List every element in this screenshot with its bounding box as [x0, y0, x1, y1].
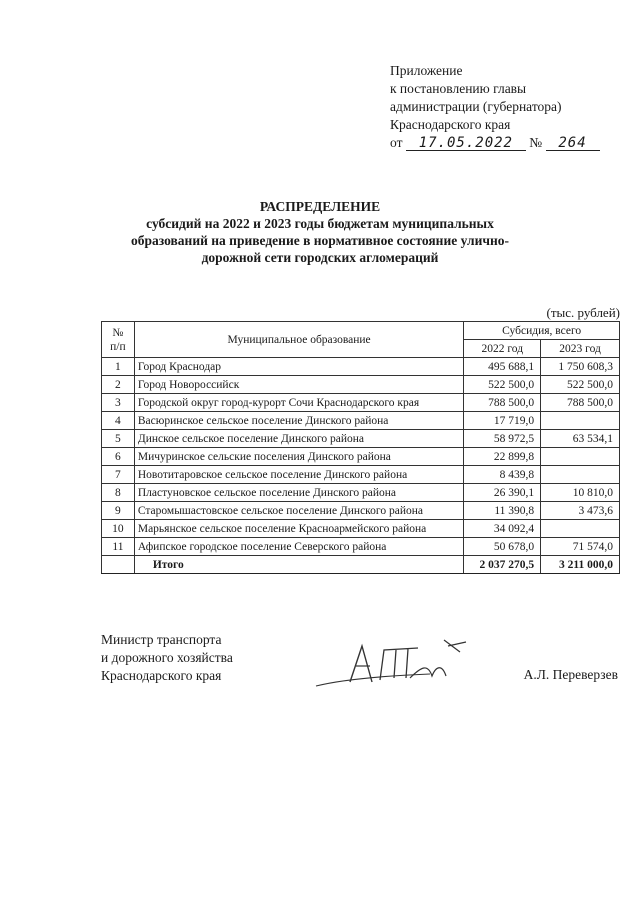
header-year-2023: 2023 год — [541, 340, 620, 358]
heading-line-3: образований на приведение в нормативное состояние улично- — [131, 233, 509, 248]
row-number: 6 — [102, 448, 135, 466]
row-number: 4 — [102, 412, 135, 430]
total-row — [102, 556, 620, 574]
subsidy-table — [101, 321, 620, 574]
header-row-1 — [102, 322, 620, 340]
subsidy-2022: 26 390,1 — [464, 484, 541, 502]
municipality-name: Мичуринское сельские поселения Динского района — [134, 448, 464, 466]
signer-name: А.Л. Переверзев — [523, 667, 618, 682]
subsidy-2022: 788 500,0 — [464, 394, 541, 412]
subsidy-2022: 50 678,0 — [464, 538, 541, 556]
subsidy-2023: 71 574,0 — [541, 538, 620, 556]
municipality-name: Динское сельское поселение Динского района — [134, 430, 464, 448]
municipality-name: Город Новороссийск — [134, 376, 464, 394]
appendix-date-line — [390, 134, 600, 152]
subsidy-2022: 34 092,4 — [464, 520, 541, 538]
subsidy-2023 — [541, 412, 620, 430]
subsidy-2022: 495 688,1 — [464, 358, 541, 376]
appendix-line-region: Краснодарского края — [390, 117, 511, 132]
total-empty-cell — [102, 556, 135, 574]
minister-title-block — [101, 631, 233, 685]
municipality-name: Город Краснодар — [134, 358, 464, 376]
header-municipality: Муниципальное образование — [134, 322, 464, 358]
row-number: 7 — [102, 466, 135, 484]
appendix-line-administration: администрации (губернатора) — [390, 99, 562, 114]
municipality-name: Марьянское сельское поселение Красноармейского района — [134, 520, 464, 538]
from-label: от — [390, 135, 403, 150]
header-subsidy-total: Субсидия, всего — [464, 322, 620, 340]
municipality-name: Пластуновское сельское поселение Динского района — [134, 484, 464, 502]
number-label: № — [529, 135, 543, 150]
subsidy-2022: 11 390,8 — [464, 502, 541, 520]
subsidy-2023: 3 473,6 — [541, 502, 620, 520]
subsidy-2022: 22 899,8 — [464, 448, 541, 466]
minister-title-line-1: Министр транспорта — [101, 632, 222, 647]
table-row — [102, 394, 620, 412]
row-number: 11 — [102, 538, 135, 556]
row-number: 10 — [102, 520, 135, 538]
minister-title-line-2: и дорожного хозяйства — [101, 650, 233, 665]
minister-title-line-3: Краснодарского края — [101, 668, 222, 683]
subsidy-2022: 17 719,0 — [464, 412, 541, 430]
table-row — [102, 412, 620, 430]
table-row — [102, 520, 620, 538]
header-number-cell — [102, 322, 135, 358]
municipality-name: Городской округ город-курорт Сочи Краснодарского края — [134, 394, 464, 412]
subsidy-2023: 788 500,0 — [541, 394, 620, 412]
decree-date: 17.05.2022 — [406, 136, 526, 151]
handwritten-signature — [310, 636, 480, 697]
table-row — [102, 448, 620, 466]
subsidy-2022: 58 972,5 — [464, 430, 541, 448]
heading-title: РАСПРЕДЕЛЕНИЕ — [259, 199, 381, 214]
unit-label: (тыс. рублей) — [546, 305, 620, 320]
header-number-abbr: п/п — [110, 340, 126, 353]
subsidy-2023: 1 750 608,3 — [541, 358, 620, 376]
table-row — [102, 538, 620, 556]
subsidy-2022: 522 500,0 — [464, 376, 541, 394]
table-row — [102, 466, 620, 484]
subsidy-2023: 63 534,1 — [541, 430, 620, 448]
total-2023: 3 211 000,0 — [541, 556, 620, 574]
heading-line-4: дорожной сети городских агломераций — [201, 250, 439, 265]
row-number: 9 — [102, 502, 135, 520]
heading-line-2: субсидий на 2022 и 2023 годы бюджетам муниципальных — [146, 216, 494, 231]
table-row — [102, 430, 620, 448]
appendix-line-decree: к постановлению главы — [390, 81, 527, 96]
table-row — [102, 358, 620, 376]
municipality-name: Новотитаровское сельское поселение Динского района — [134, 466, 464, 484]
total-2022: 2 037 270,5 — [464, 556, 541, 574]
appendix-title: Приложение — [390, 63, 463, 78]
row-number: 1 — [102, 358, 135, 376]
row-number: 5 — [102, 430, 135, 448]
municipality-name: Афипское городское поселение Северского района — [134, 538, 464, 556]
table-row — [102, 376, 620, 394]
row-number: 3 — [102, 394, 135, 412]
row-number: 8 — [102, 484, 135, 502]
municipality-name: Васюринское сельское поселение Динского района — [134, 412, 464, 430]
subsidy-2023: 522 500,0 — [541, 376, 620, 394]
municipality-name: Старомышастовское сельское поселение Динского района — [134, 502, 464, 520]
header-number-sign: № — [112, 326, 124, 339]
row-number: 2 — [102, 376, 135, 394]
subsidy-2023: 10 810,0 — [541, 484, 620, 502]
table-row — [102, 502, 620, 520]
decree-number: 264 — [546, 136, 600, 151]
document-heading — [80, 198, 560, 266]
subsidy-2023 — [541, 520, 620, 538]
subsidy-2023 — [541, 466, 620, 484]
header-year-2022: 2022 год — [464, 340, 541, 358]
subsidy-2023 — [541, 448, 620, 466]
subsidy-2022: 8 439,8 — [464, 466, 541, 484]
appendix-block — [390, 62, 600, 152]
table-row — [102, 484, 620, 502]
total-label: Итого — [134, 556, 464, 574]
